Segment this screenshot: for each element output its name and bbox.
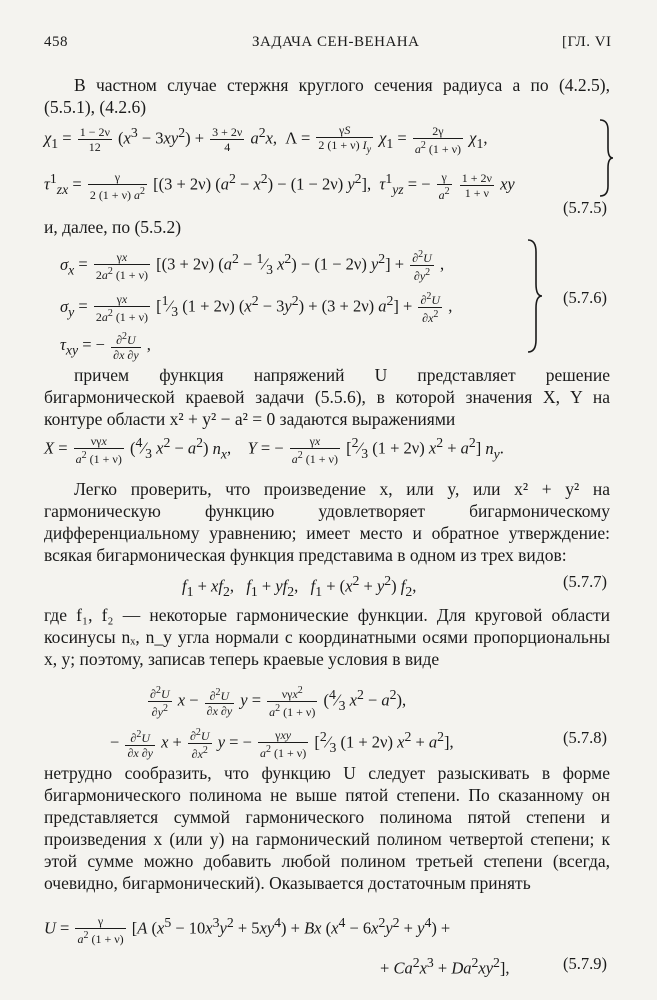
chapter-label: [ГЛ. VI: [562, 34, 612, 50]
formula-stress-function-u: U = $\frac{\gamma}{a^2 (1 + \nu)}$ [A $(x^5 - 10x^3y^2 + 5xy^4) + Bx$ $(x^4 - 6x^2y^2 + y^4)$ +: [44, 913, 451, 946]
equation-number-578: (5.7.8): [563, 728, 607, 747]
formula-three-forms: $f_1 + xf_2$, $f_1 + yf_2$, $f_1 + (x^2 + y^2)$ $f_2$,: [182, 573, 417, 599]
equation-number-575: (5.7.5): [563, 198, 607, 217]
paragraph-intro: В частном случае стержня круглого сечения радиуса a по (4.2.5), (5.5.1), (4.2.6): [44, 75, 610, 117]
paragraph-circular-domain: где f₁, f₂ — некоторые гармонические функции. Для круговой области косинусы nₓ, n_y угла нормали с координатными осями пропорциональны x, y; поэтому, записав теперь краевые условия в виде: [44, 605, 610, 669]
formula-chi-lambda: $\chi_1$ = $\frac{1 - 2\nu}{12}$ $(x^3 - 3xy^2)$ + $\frac{3 + 2\nu}{4}$ $a^2x$, Λ = $\frac{\gamma S}{2 (1 + \nu) I_y}$ $\chi_1$ = $\frac{2\gamma}{a^2 (1 + \nu)}$ $\chi_1$,: [44, 122, 488, 156]
formula-tau: $\tau^1_{zx}$ = $\frac{\gamma}{2 (1 + \nu) a^2}$ [(3 + 2ν) $(a^2 - x^2) - (1 - 2\nu)$ $y^2$], $\tau^1_{yz}$ = − $\frac{\gamma}{a^2}$ $\frac{1 + 2\nu}{1 + \nu}$ xy: [44, 169, 515, 202]
page-number: 458: [44, 34, 68, 50]
formula-stress-function-u-cont: + $Ca^2x^3 + Da^2xy^2$],: [380, 955, 510, 978]
formula-tau-xy: $\tau_{xy}$ = − $\frac{\partial^2U}{\partial x \partial y}$ ,: [60, 331, 151, 362]
right-brace-576: [526, 238, 544, 354]
running-title: ЗАДАЧА СЕН-ВЕНАНА: [252, 34, 420, 50]
right-brace-575: [598, 118, 614, 198]
formula-boundary-2: − $\frac{\partial^2U}{\partial x \partial y}$ x + $\frac{\partial^2U}{\partial x^2}$ y = − γxy $a^2$ (1 + ν) [$^2⁄_3$ (1 + 2ν) $x^2 + a^2$],: [110, 727, 454, 762]
formula-sigma-y: $\sigma_y$ = $\frac{\gamma x}{2a^2 (1 + \nu)}$ [$^1⁄_3$ (1 + 2ν) $(x^2 - 3y^2) + (3 + 2\nu) a^2$] + $\frac{\partial^2U}{\partial x^2}$ ,: [60, 291, 453, 326]
formula-boundary-1: $\frac{\partial^2U}{\partial y^2}$ x − $\frac{\partial^2U}{\partial x \partial y}$ y = νγx$^2$ $a^2$ (1 + ν) ($^4⁄_3$ $x^2 - a^2$),: [150, 685, 407, 720]
paragraph-biharmonic: Легко проверить, что произведение x, или y, или x² + y² на гармоническую функцию удовлетворяет бигармоническому дифференциальному уравнению; имеет место и обратное утверждение: всякая бигармоническая функция представима в одном из трех видов:: [44, 479, 610, 565]
paragraph-polynomial: нетрудно сообразить, что функцию U следует разыскивать в форме бигармонического полинома не выше пятой степени. По сказанному он представляется суммой гармонического полинома пятой степени и произведения x (или y) на гармонический полином четвертой степени; к этой сумме можно добавить любой полином третьей степени (всегда, очевидно, бигармонический). Оказывается достаточным принять: [44, 763, 610, 893]
equation-number-576: (5.7.6): [563, 288, 607, 307]
formula-sigma-x: $\sigma_x$ = $\frac{\gamma x}{2a^2 (1 + \nu)}$ [(3 + 2ν) ($a^2$ − $^1⁄_3$ $x^2) - (1 - 2\nu)$ $y^2$] + $\frac{\partial^2U}{\partial y^2}$ ,: [60, 249, 445, 284]
equation-number-577: (5.7.7): [563, 572, 607, 591]
paragraph-further: и, далее, по (5.5.2): [44, 217, 182, 237]
paragraph-stress-function: причем функция напряжений U представляет решение бигармонической краевой задачи (5.5.6), в которой значения X, Y на контуре области x² + y² − a² = 0 задаются выражениями: [44, 365, 610, 429]
equation-number-579: (5.7.9): [563, 954, 607, 973]
formula-boundary-xy: X = νγx $a^2$ (1 + ν) ($^4⁄_3$ $x^2 - a^2$) $n_x$, Y = − $\frac{\gamma x}{a^2 (1 + \nu)}$ [$^2⁄_3$ (1 + 2ν) $x^2 + a^2$] $n_y$.: [44, 433, 504, 466]
